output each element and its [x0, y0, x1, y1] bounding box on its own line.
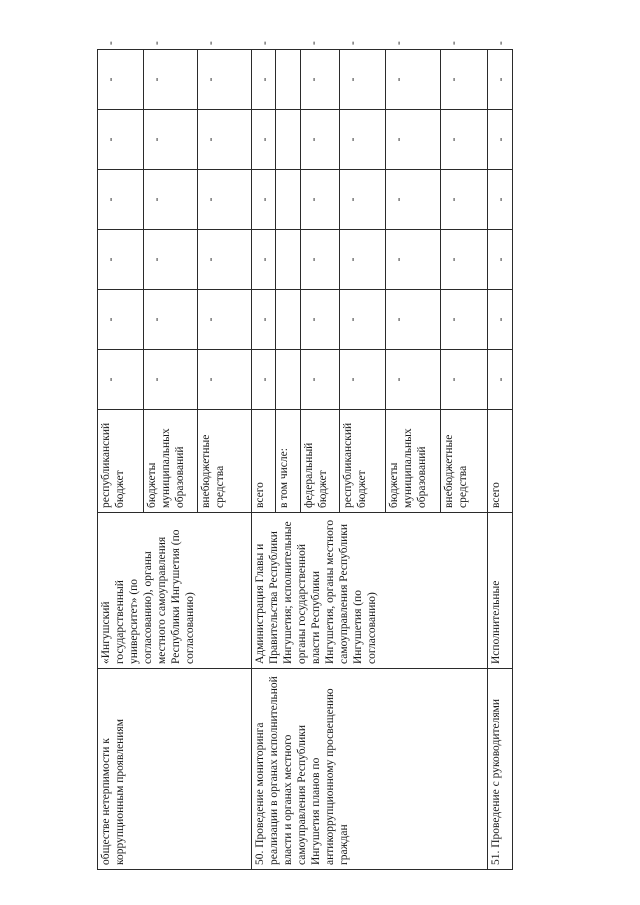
amount-cell: -	[98, 50, 144, 110]
amount-cell: -	[301, 230, 340, 290]
table-row-50: внебюджетные средства - - - - - - -	[441, 50, 488, 870]
table-row-continuation: бюджеты муниципальных образований - - - - - - -	[144, 50, 198, 870]
amount-cell: -	[386, 290, 441, 350]
funding-source-cell: всего	[252, 410, 276, 513]
amount-cell: -	[441, 170, 488, 230]
amount-cell: -	[441, 290, 488, 350]
table-row-50: 50. Проведение мониторинга реализации в органах исполнительной власти и органах местного самоуправления Республики Ингушетия планов по антикоррупционному просвещению граждан Администрация Главы и Правительства Республики Ингушетия; исполнительные органы государственной власти Республики Ингушетия, органы местного самоуправления Республики Ингушетия (по согласованию) всего - - - - - - -	[252, 50, 276, 870]
amount-cell: -	[340, 290, 386, 350]
amount-cell: -	[198, 230, 252, 290]
funding-source-cell: всего	[488, 410, 513, 513]
measure-cell: 51. Проведение с руководителями	[488, 669, 513, 870]
amount-cell: -	[488, 110, 513, 170]
amount-cell	[276, 50, 301, 110]
funding-source-cell: федеральный бюджет	[301, 410, 340, 513]
amount-cell: -	[441, 110, 488, 170]
amount-cell: -	[252, 290, 276, 350]
amount-cell: -	[386, 170, 441, 230]
amount-cell: -	[252, 110, 276, 170]
amount-cell: -	[252, 350, 276, 410]
amount-cell: -	[386, 110, 441, 170]
amount-cell: -	[340, 110, 386, 170]
amount-cell: -	[144, 110, 198, 170]
amount-cell: -	[198, 350, 252, 410]
amount-cell: -	[198, 290, 252, 350]
amount-cell: -	[301, 170, 340, 230]
table-row-50: бюджеты муниципальных образований - - - - - - -	[386, 50, 441, 870]
executor-cell: «Ингушский государственный университет» (по согласованию), органы местного самоуправления Республики Ингушетия (по согласованию)	[98, 513, 252, 669]
amount-cell: -	[386, 230, 441, 290]
amount-cell: -	[340, 350, 386, 410]
amount-cell: -	[340, 170, 386, 230]
amount-cell: -	[252, 230, 276, 290]
amount-cell: -	[252, 50, 276, 110]
amount-cell: -	[301, 290, 340, 350]
funding-source-cell: бюджеты муниципальных образований	[144, 410, 198, 513]
amount-cell: -	[198, 110, 252, 170]
executor-cell: Исполнительные	[488, 513, 513, 669]
amount-cell: -	[98, 110, 144, 170]
measure-cell: 50. Проведение мониторинга реализации в органах исполнительной власти и органах местного самоуправления Республики Ингушетия планов по антикоррупционному просвещению граждан	[252, 669, 488, 870]
amount-cell: -	[488, 50, 513, 110]
funding-source-cell: внебюджетные средства	[198, 410, 252, 513]
table-row-51: 51. Проведение с руководителями Исполнительные всего - - - - - - -	[488, 50, 513, 870]
amount-cell: -	[198, 50, 252, 110]
amount-cell: -	[144, 170, 198, 230]
amount-cell: -	[386, 50, 441, 110]
measure-cell: обществе нетерпимости к коррупционным проявлениям	[98, 669, 252, 870]
table-row-continuation: обществе нетерпимости к коррупционным проявлениям «Ингушский государственный университет» (по согласованию), органы местного самоуправления Республики Ингушетия (по согласованию) республиканский бюджет - - - - - - -	[98, 50, 144, 870]
amount-cell: -	[144, 50, 198, 110]
measures-table	[97, 41, 513, 870]
amount-cell: -	[98, 170, 144, 230]
amount-cell: -	[144, 290, 198, 350]
amount-cell	[276, 170, 301, 230]
table-row-50: республиканский бюджет - - - - - - -	[340, 50, 386, 870]
amount-cell: -	[198, 170, 252, 230]
amount-cell	[276, 350, 301, 410]
amount-cell: -	[144, 230, 198, 290]
rotated-page	[97, 41, 563, 870]
amount-cell: -	[98, 350, 144, 410]
amount-cell: -	[340, 230, 386, 290]
amount-cell: -	[98, 290, 144, 350]
amount-cell	[276, 110, 301, 170]
funding-source-cell: бюджеты муниципальных образований	[386, 410, 441, 513]
amount-cell	[276, 290, 301, 350]
table-row-50: федеральный бюджет - - - - - - -	[301, 50, 340, 870]
funding-source-cell: внебюджетные средства	[441, 410, 488, 513]
funding-source-cell: республиканский бюджет	[340, 410, 386, 513]
amount-cell: -	[441, 350, 488, 410]
amount-cell: -	[301, 110, 340, 170]
amount-cell: -	[386, 350, 441, 410]
funding-source-cell: республиканский бюджет	[98, 410, 144, 513]
amount-cell: -	[441, 230, 488, 290]
table-row-continuation: внебюджетные средства - - - - - - -	[198, 50, 252, 870]
amount-cell: -	[488, 170, 513, 230]
amount-cell: -	[488, 290, 513, 350]
amount-cell	[276, 230, 301, 290]
amount-cell: -	[441, 50, 488, 110]
amount-cell: -	[98, 230, 144, 290]
amount-cell: -	[301, 50, 340, 110]
amount-cell: -	[488, 350, 513, 410]
executor-cell: Администрация Главы и Правительства Республики Ингушетия; исполнительные органы государственной власти Республики Ингушетия, органы местного самоуправления Республики Ингушетия (по согласованию)	[252, 513, 488, 669]
amount-cell: -	[252, 170, 276, 230]
amount-cell: -	[340, 50, 386, 110]
amount-cell: -	[301, 350, 340, 410]
amount-cell: -	[488, 230, 513, 290]
table-body	[98, 41, 513, 870]
funding-source-cell: в том числе:	[276, 410, 301, 513]
amount-cell: -	[144, 350, 198, 410]
